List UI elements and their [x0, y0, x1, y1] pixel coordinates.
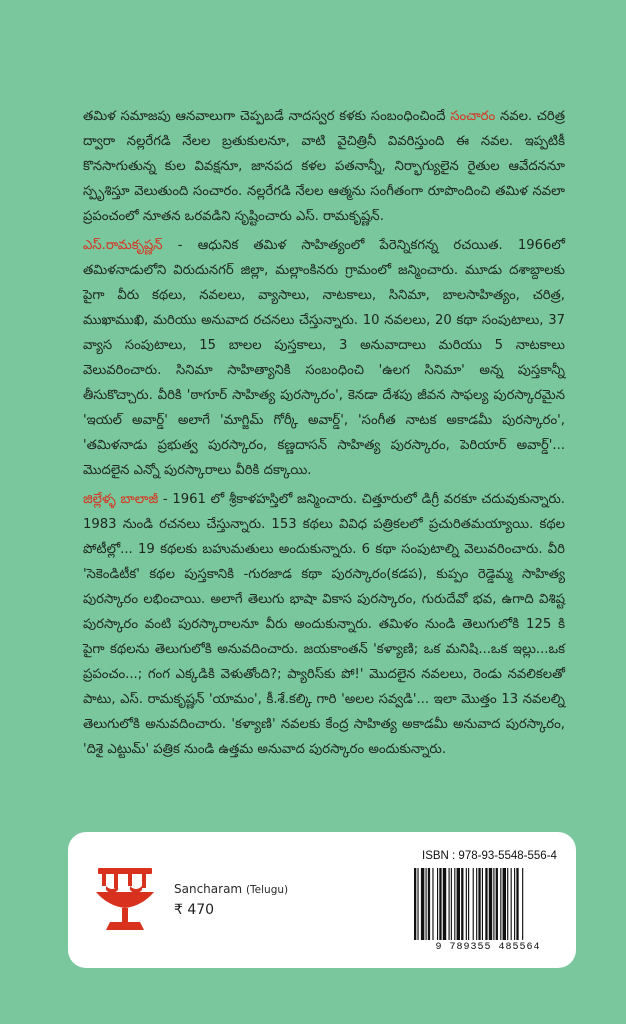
- paragraph-3: [83, 487, 565, 762]
- paragraph-text: తమిళ సమాజపు ఆనవాలుగా చెప్పబడే నాదస్వర కళకు సంబంధించిందే: [83, 109, 451, 124]
- highlighted-text: ఎస్.రామకృష్ణన్: [83, 238, 163, 253]
- paragraph-2: [83, 233, 565, 483]
- paragraph-text: - 1961 లో శ్రీకాళహస్తిలో జన్మించారు. చిత్తూరులో డిగ్రీ వరకూ చదువుకున్నారు. 1983 నుండి రచనలు చేస్తున్నారు. 153 కథలు వివిధ పత్రికలలో ప్రచురితమయ్యాయి. కథల పోటీల్లో... 19 కథలకు బహుమతులు అందుకున్నారు. 6 కథా సంపుటాల్ని వెలువరించారు. వీరి 'సెకెండిటీక' కథల పుస్తకానికి -గురజాడ కథా పురస్కారం(కడప), కుప్పం రెడ్డెమ్మ సాహిత్య పురస్కారం లభించాయి. అలాగే తెలుగు భాషా వికాస పురస్కారం, గురుదేవో భవ, ఉగాది విశిష్ట పురస్కారం వంటి పురస్కారాలనూ వీరు అందుకున్నారు. తమిళం నుండి తెలుగులోకి 125 కి పైగా కథలను తెలుగులోకి అనువదించారు. జయకాంతన్ 'కళ్యాణి; ఒక మనిషి...ఒక ఇల్లు...ఒక ప్రపంచం...; గంగ ఎక్కడికి వెళుతోంది?; ప్యారిస్‌కు పో!' మొదలైన నవలలు, రెండు నవలికలతో పాటు, ఎస్. రామకృష్ణన్ 'యామం', కీ.శే.కల్కి గారి 'అలల సవ్వడి'... ఇలా మొత్తం 13 నవలల్ని తెలుగులోకి అనువదించారు. 'కళ్యాణి' నవలకు కేంద్ర సాహిత్య అకాడమీ అనువాద పురస్కారం, 'దిశై ఎట్టుమ్' పత్రిక నుండి ఉత్తమ అనువాద పురస్కారం అందుకున్నారు.: [83, 492, 565, 757]
- isbn-label: ISBN : 978-93-5548-556-4: [422, 850, 557, 862]
- barcode-number: 9 789355 485564: [435, 942, 541, 953]
- book-title: [174, 882, 288, 896]
- paragraph-text: - ఆధునిక తమిళ సాహిత్యంలో పేరెన్నికగన్న రచయిత. 1966లో తమిళనాడులోని విరుదునగర్ జిల్లా, మల్లాంకినరు గ్రామంలో జన్మించారు. మూడు దశాబ్దాలకు పైగా వీరు కథలు, నవలలు, వ్యాసాలు, నాటకాలు, సినిమా, బాలసాహిత్యం, చరిత్ర, ముఖాముఖి, మరియు అనువాద రచనలు చేస్తున్నారు. 10 నవలలు, 20 కథా సంపుటాలు, 37 వ్యాస సంపుటాలు, 15 బాలల పుస్తకాలు, 3 అనువాదాలు మరియు 5 నాటకాలు వెలువరించారు. సినిమా సాహిత్యానికి సంబంధించి 'ఉలగ సినిమా' అన్న పుస్తకాన్నీ తీసుకొచ్చారు. వీరికి 'ఠాగూర్ సాహిత్య పురస్కారం', కెనడా దేశపు జీవన సాఫల్య పురస్కారమైన 'ఇయల్ అవార్డ్' అలాగే 'మాగ్జిమ్ గోర్కీ అవార్డ్', 'సంగీత నాటక అకాడమీ పురస్కారం', 'తమిళనాడు ప్రభుత్వ పురస్కారం, కణ్ణదాసన్ సాహిత్య పురస్కారం, పెరియార్ అవార్డ్'... మొదలైన ఎన్నో పురస్కారాలు వీరికి దక్కాయి.: [83, 238, 565, 478]
- book-language: (Telugu): [245, 884, 289, 896]
- synopsis-text: [83, 104, 565, 762]
- highlighted-text: సంచారం: [450, 109, 496, 124]
- book-title-name: Sancharam: [174, 882, 243, 896]
- barcode-icon: [412, 868, 564, 940]
- publisher-logo-icon: [92, 860, 158, 936]
- paragraph-1: [83, 104, 565, 229]
- book-info-panel: [68, 832, 576, 968]
- book-price: ₹ 470: [174, 902, 215, 918]
- paragraph-text: నవల. చరిత్ర ద్వారా నల్లరేగడి నేలల బ్రతుకులనూ, వాటి వైచిత్రినీ వివరిస్తుంది ఈ నవల. ఇప్పటికీ కొనసాగుతున్న కుల వివక్షనూ, జానపద కళల పతనాన్నీ, నిర్భాగ్యులైన రైతుల ఆవేదననూ స్పృశిస్తూ వెలుతుంది సంచారం. నల్లరేగడి నేలల ఆత్మను సంగీతంగా రూపొందించి తమిళ నవలా ప్రపంచంలో నూతన ఒరవడిని సృష్టించారు ఎస్. రామకృష్ణన్.: [83, 109, 565, 224]
- highlighted-text: జిల్లేళ్ళ బాలాజీ: [83, 492, 159, 507]
